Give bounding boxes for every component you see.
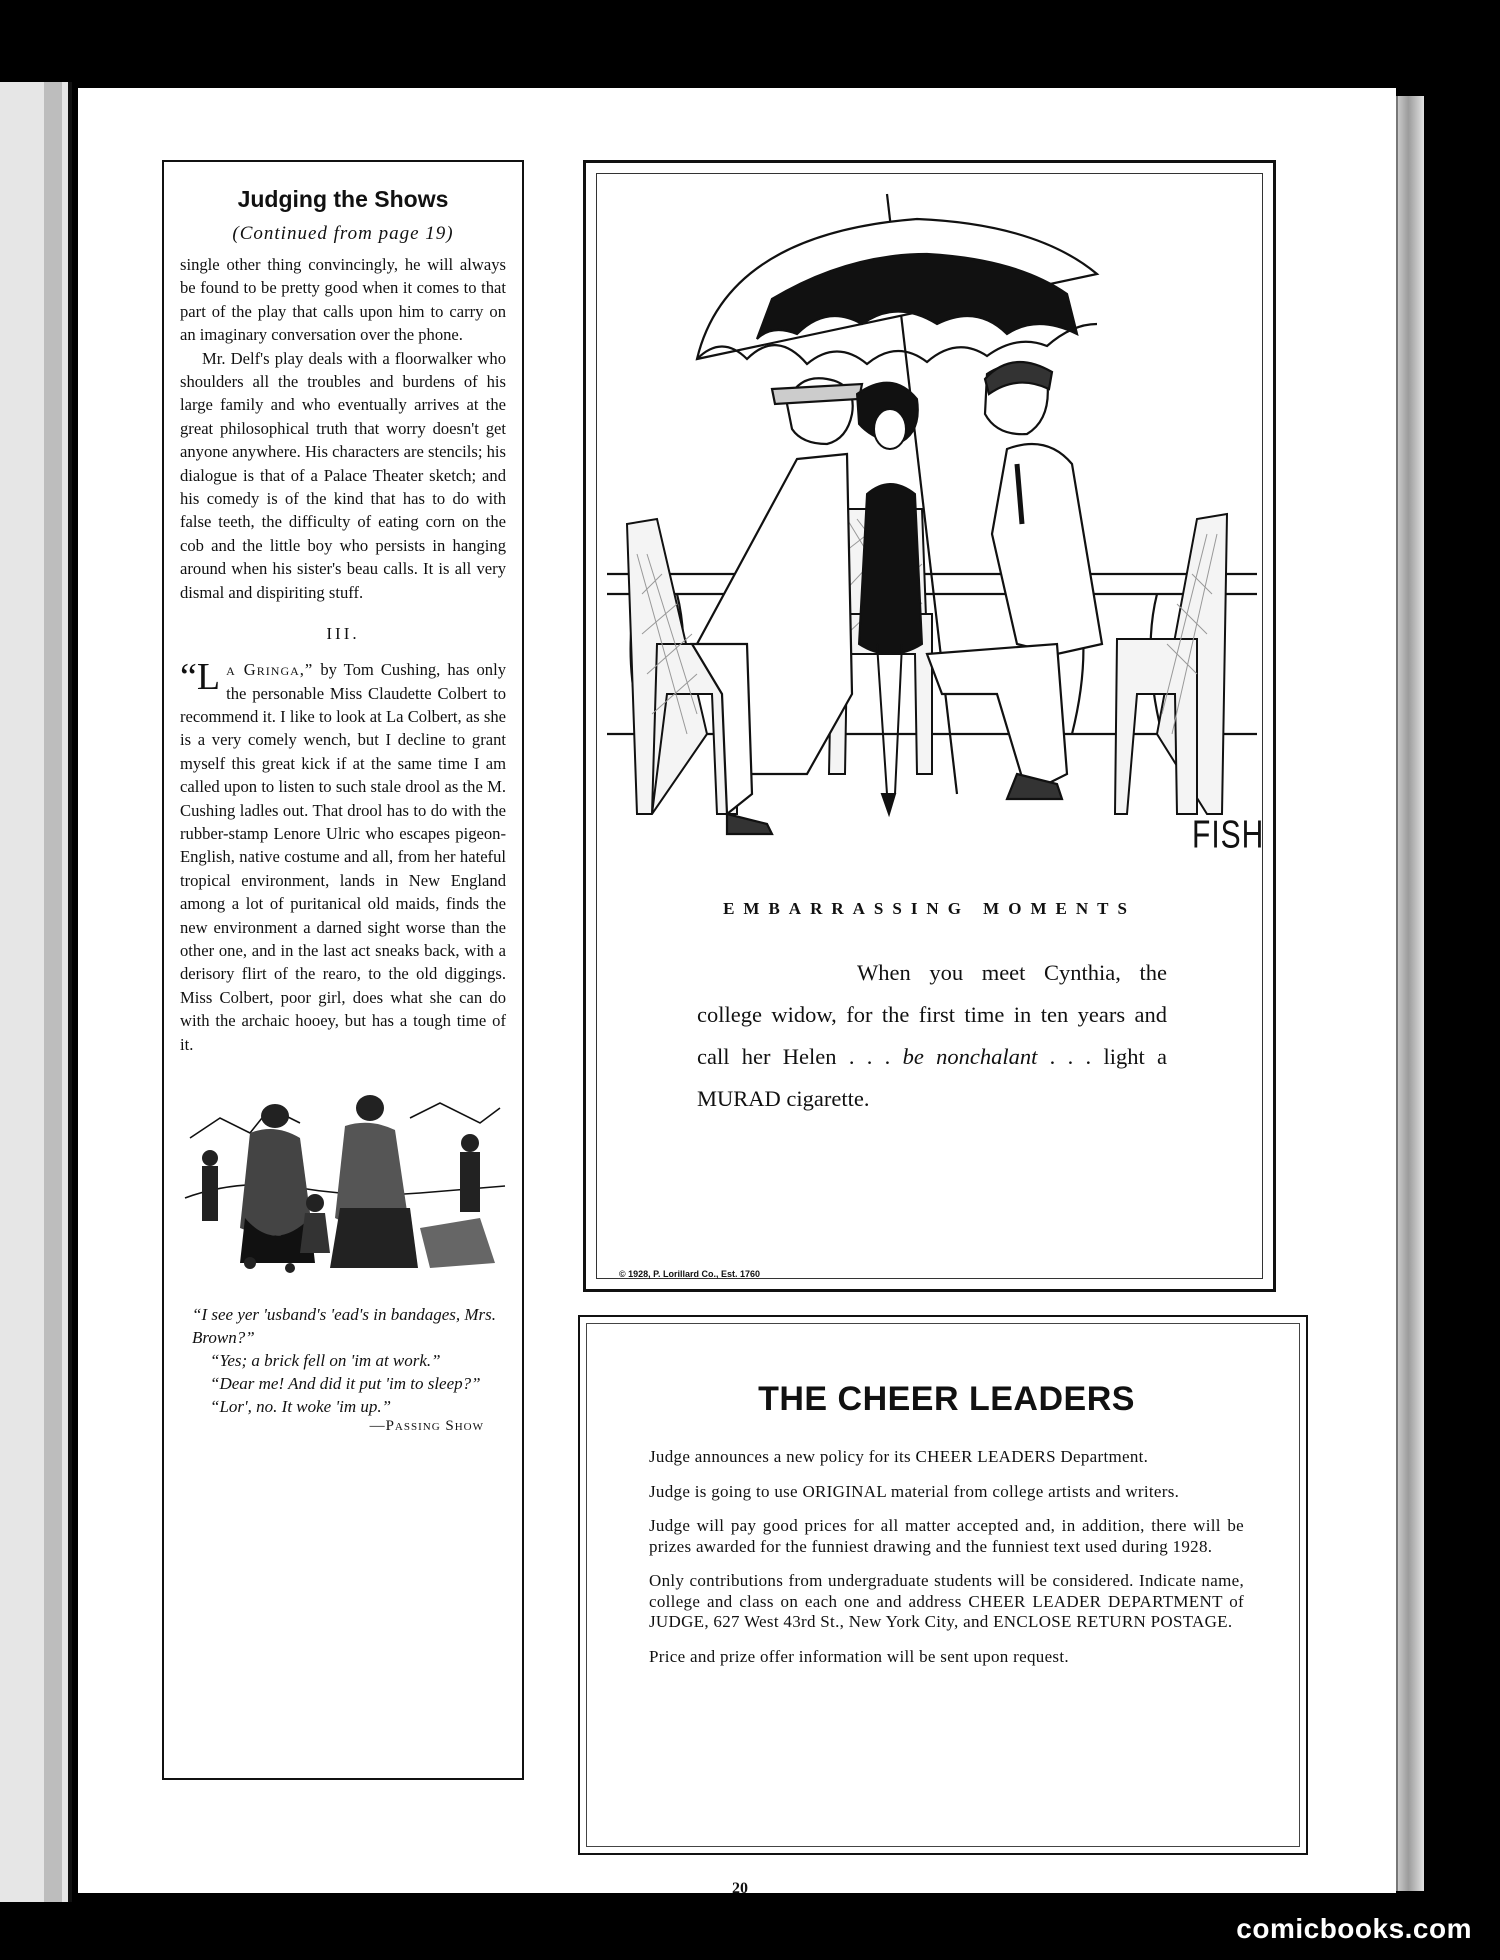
page-edge [1396, 96, 1424, 1891]
cafe-scene-illustration [597, 174, 1267, 884]
caption-line: “Yes; a brick fell on 'im at work.” [210, 1351, 441, 1370]
cheer-leaders-notice [578, 1315, 1308, 1855]
caption-line: “I see yer 'usband's 'ead's in bandages, Mrs. Brown?” [192, 1305, 496, 1347]
ad-copyright: © 1928, P. Lorillard Co., Est. 1760 [619, 1269, 761, 1279]
cartoon-credit: —Passing Show [369, 1418, 484, 1434]
drop-cap: “L [180, 656, 221, 699]
section-three-body [180, 658, 506, 1056]
street-cartoon-illustration [180, 1078, 510, 1278]
caption-line: “Lor', no. It woke 'im up.” [210, 1397, 392, 1416]
article-paragraph: Mr. Delf's play deals with a floorwalker who shoulders all the troubles and burdens of his large family and who eventually arrives at the great philosophical truth that worry doesn't get anyone anywhere. His characters are stencils; his dialogue is that of a Palace Theater sketch; and his comedy is of the kind that has to do with false teeth, the difficulty of eating corn on the cob and the little boy who persists in hanging around when his sister's beau calls. It is all very dismal and dispiriting stuff. [180, 348, 506, 602]
artist-signature: FISH [1192, 813, 1265, 857]
section-three-text: by Tom Cushing, has only the personable Miss Claudette Colbert to recommend it. I like to look at La Colbert, as she is a very comely wench, but I decline to grant myself this great kick if at the same time I am called upon to listen to such stale drool as the M. Cushing ladles out. That drool has to do with the rubber-stamp Lenore Ulric who escapes pigeon-English, native costume and all, from her hateful tropical environment, lands in New England among a lot of puritanical old maids, finds the new environment a darned sight worse than the other one, and in the last act sneaks back, with a derisory flirt of the rearo, to the old diggings. Miss Colbert, poor girl, does what she can do with the archaic hooey, but has a tough time of it. [180, 660, 507, 1054]
cheer-paragraph: Judge is going to use ORIGINAL material from college artists and writers. [649, 1481, 1180, 1501]
cheer-leaders-title: THE CHEER LEADERS [758, 1380, 1135, 1418]
article-body [180, 253, 506, 604]
ad-copy: When you meet Cynthia, the college widow, for the first time in ten years and call her Helen . . . be nonchalant . . . light a MURAD cigarette. [697, 960, 1167, 1111]
cheer-paragraph: Judge will pay good prices for all matter accepted and, in addition, there will be prizes awarded for the funniest drawing and the funniest text used during 1928. [649, 1516, 1244, 1556]
caption-line: “Dear me! And did it put 'im to sleep?” [210, 1374, 481, 1393]
play-title: a Gringa,” [226, 660, 314, 680]
page-number: 20 [732, 1880, 748, 1897]
cheer-paragraph: Judge announces a new policy for its CHEER LEADERS Department. [649, 1447, 1149, 1466]
section-number: III. [326, 624, 360, 644]
cartoon-caption [180, 1283, 506, 1418]
article-column [162, 160, 524, 1780]
cheer-paragraph: Only contributions from undergraduate students will be considered. Indicate name, college and class on each one and address CHEER LEADER DEPARTMENT of JUDGE, 627 West 43rd St., New York City, and ENCLOSE RETURN POSTAGE. [649, 1571, 1244, 1631]
continued-note: (Continued from page 19) [232, 223, 454, 244]
ad-headline: EMBARRASSING MOMENTS [723, 899, 1136, 918]
book-spine [0, 82, 72, 1902]
article-title: Judging the Shows [237, 186, 449, 212]
ad-copy-emphasis: be nonchalant [902, 1044, 1038, 1069]
site-watermark: comicbooks.com [1236, 1913, 1472, 1944]
article-paragraph: single other thing convincingly, he will always be found to be pretty good when it comes to that part of the play that calls upon him to carry on an imaginary conversation over the phone. [180, 255, 506, 345]
murad-advertisement [583, 160, 1276, 1292]
cheer-paragraph: Price and prize offer information will be sent upon request. [649, 1646, 1069, 1666]
